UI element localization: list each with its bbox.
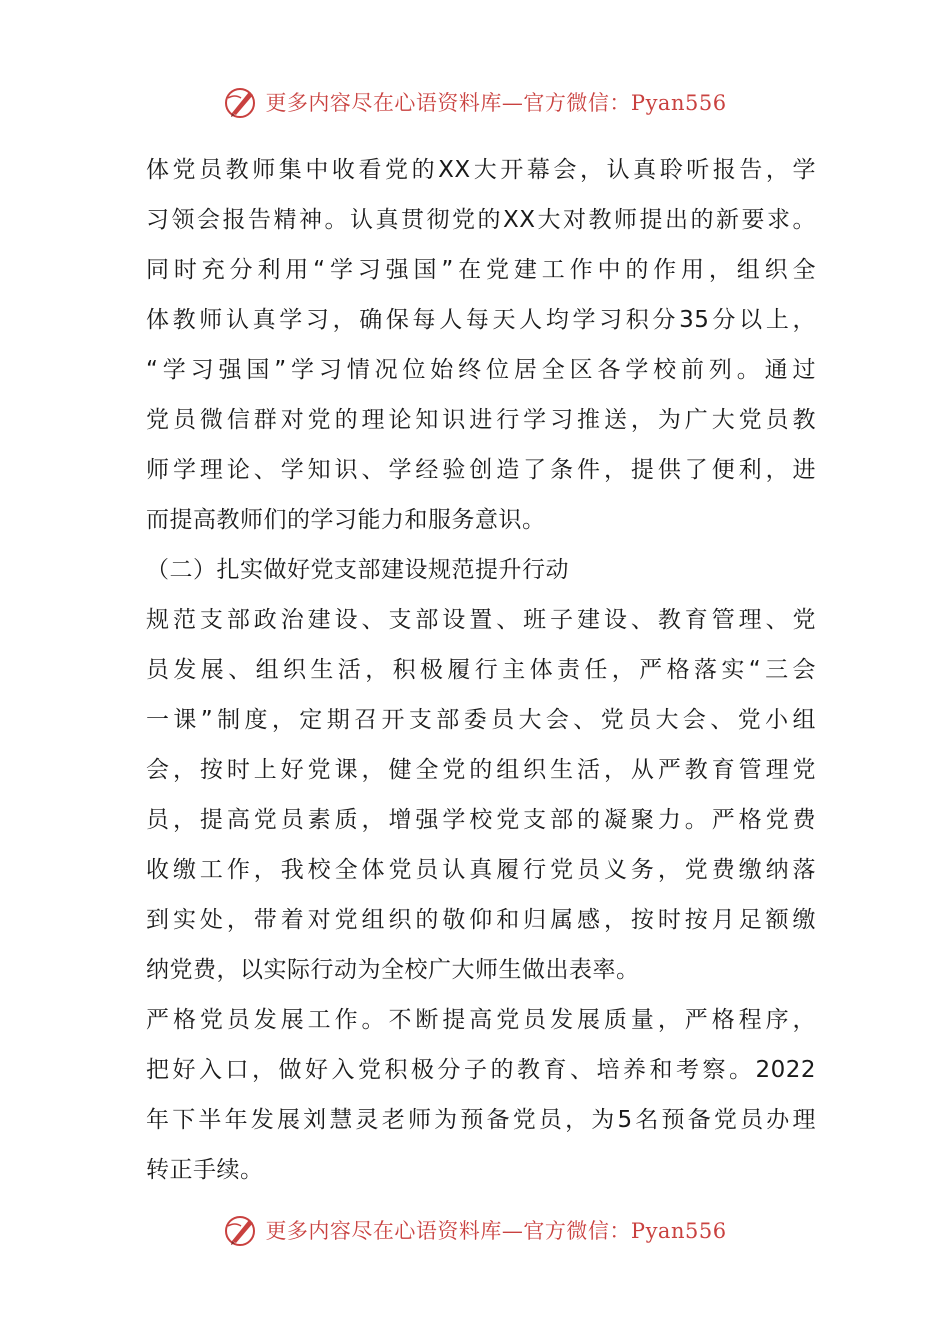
- text-line: 一课”制度，定期召开支部委员大会、党员大会、党小组: [146, 707, 816, 733]
- text-line: 员发展、组织生活，积极履行主体责任，严格落实“三会: [146, 657, 816, 683]
- text-line: 规范支部政治建设、支部设置、班子建设、教育管理、党: [146, 607, 816, 633]
- text-line: 会，按时上好党课，健全党的组织生活，从严教育管理党: [146, 757, 816, 783]
- text-line: 转正手续。: [146, 1157, 264, 1183]
- text-line: 把好入口，做好入党积极分子的教育、培养和考察。2022: [146, 1057, 816, 1083]
- text-line: 体党员教师集中收看党的XX大开幕会，认真聆听报告，学: [146, 157, 816, 183]
- watermark-text: 更多内容尽在心语资料库—官方微信：Pyan556: [265, 1219, 727, 1243]
- text-line: 年下半年发展刘慧灵老师为预备党员，为5名预备党员办理: [146, 1107, 816, 1133]
- text-line: 体教师认真学习，确保每人每天人均学习积分35分以上，: [146, 307, 816, 333]
- text-line: 员，提高党员素质，增强学校党支部的凝聚力。严格党费: [146, 807, 816, 833]
- text-line: 师学理论、学知识、学经验创造了条件，提供了便利，进: [146, 457, 816, 483]
- text-line: 习领会报告精神。认真贯彻党的XX大对教师提出的新要求。: [146, 207, 816, 233]
- text-line: 收缴工作，我校全体党员认真履行党员义务，党费缴纳落: [146, 857, 816, 883]
- footer-watermark: [0, 1210, 950, 1250]
- pen-logo-icon: [223, 84, 259, 120]
- watermark-text: 更多内容尽在心语资料库—官方微信：Pyan556: [265, 91, 727, 115]
- text-line: 同时充分利用“学习强国”在党建工作中的作用，组织全: [146, 257, 816, 283]
- text-line: 而提高教师们的学习能力和服务意识。: [146, 507, 546, 533]
- text-line: 党员微信群对党的理论知识进行学习推送，为广大党员教: [146, 407, 816, 433]
- text-line: 到实处，带着对党组织的敬仰和归属感，按时按月足额缴: [146, 907, 816, 933]
- document-body: [146, 145, 816, 1195]
- header-watermark: [0, 82, 950, 122]
- text-line: 严格党员发展工作。不断提高党员发展质量，严格程序，: [146, 1007, 816, 1033]
- text-line: 纳党费，以实际行动为全校广大师生做出表率。: [146, 957, 640, 983]
- pen-logo-icon: [223, 1212, 259, 1248]
- text-line: “学习强国”学习情况位始终位居全区各学校前列。通过: [146, 357, 816, 383]
- text-line: （二）扎实做好党支部建设规范提升行动: [146, 557, 569, 583]
